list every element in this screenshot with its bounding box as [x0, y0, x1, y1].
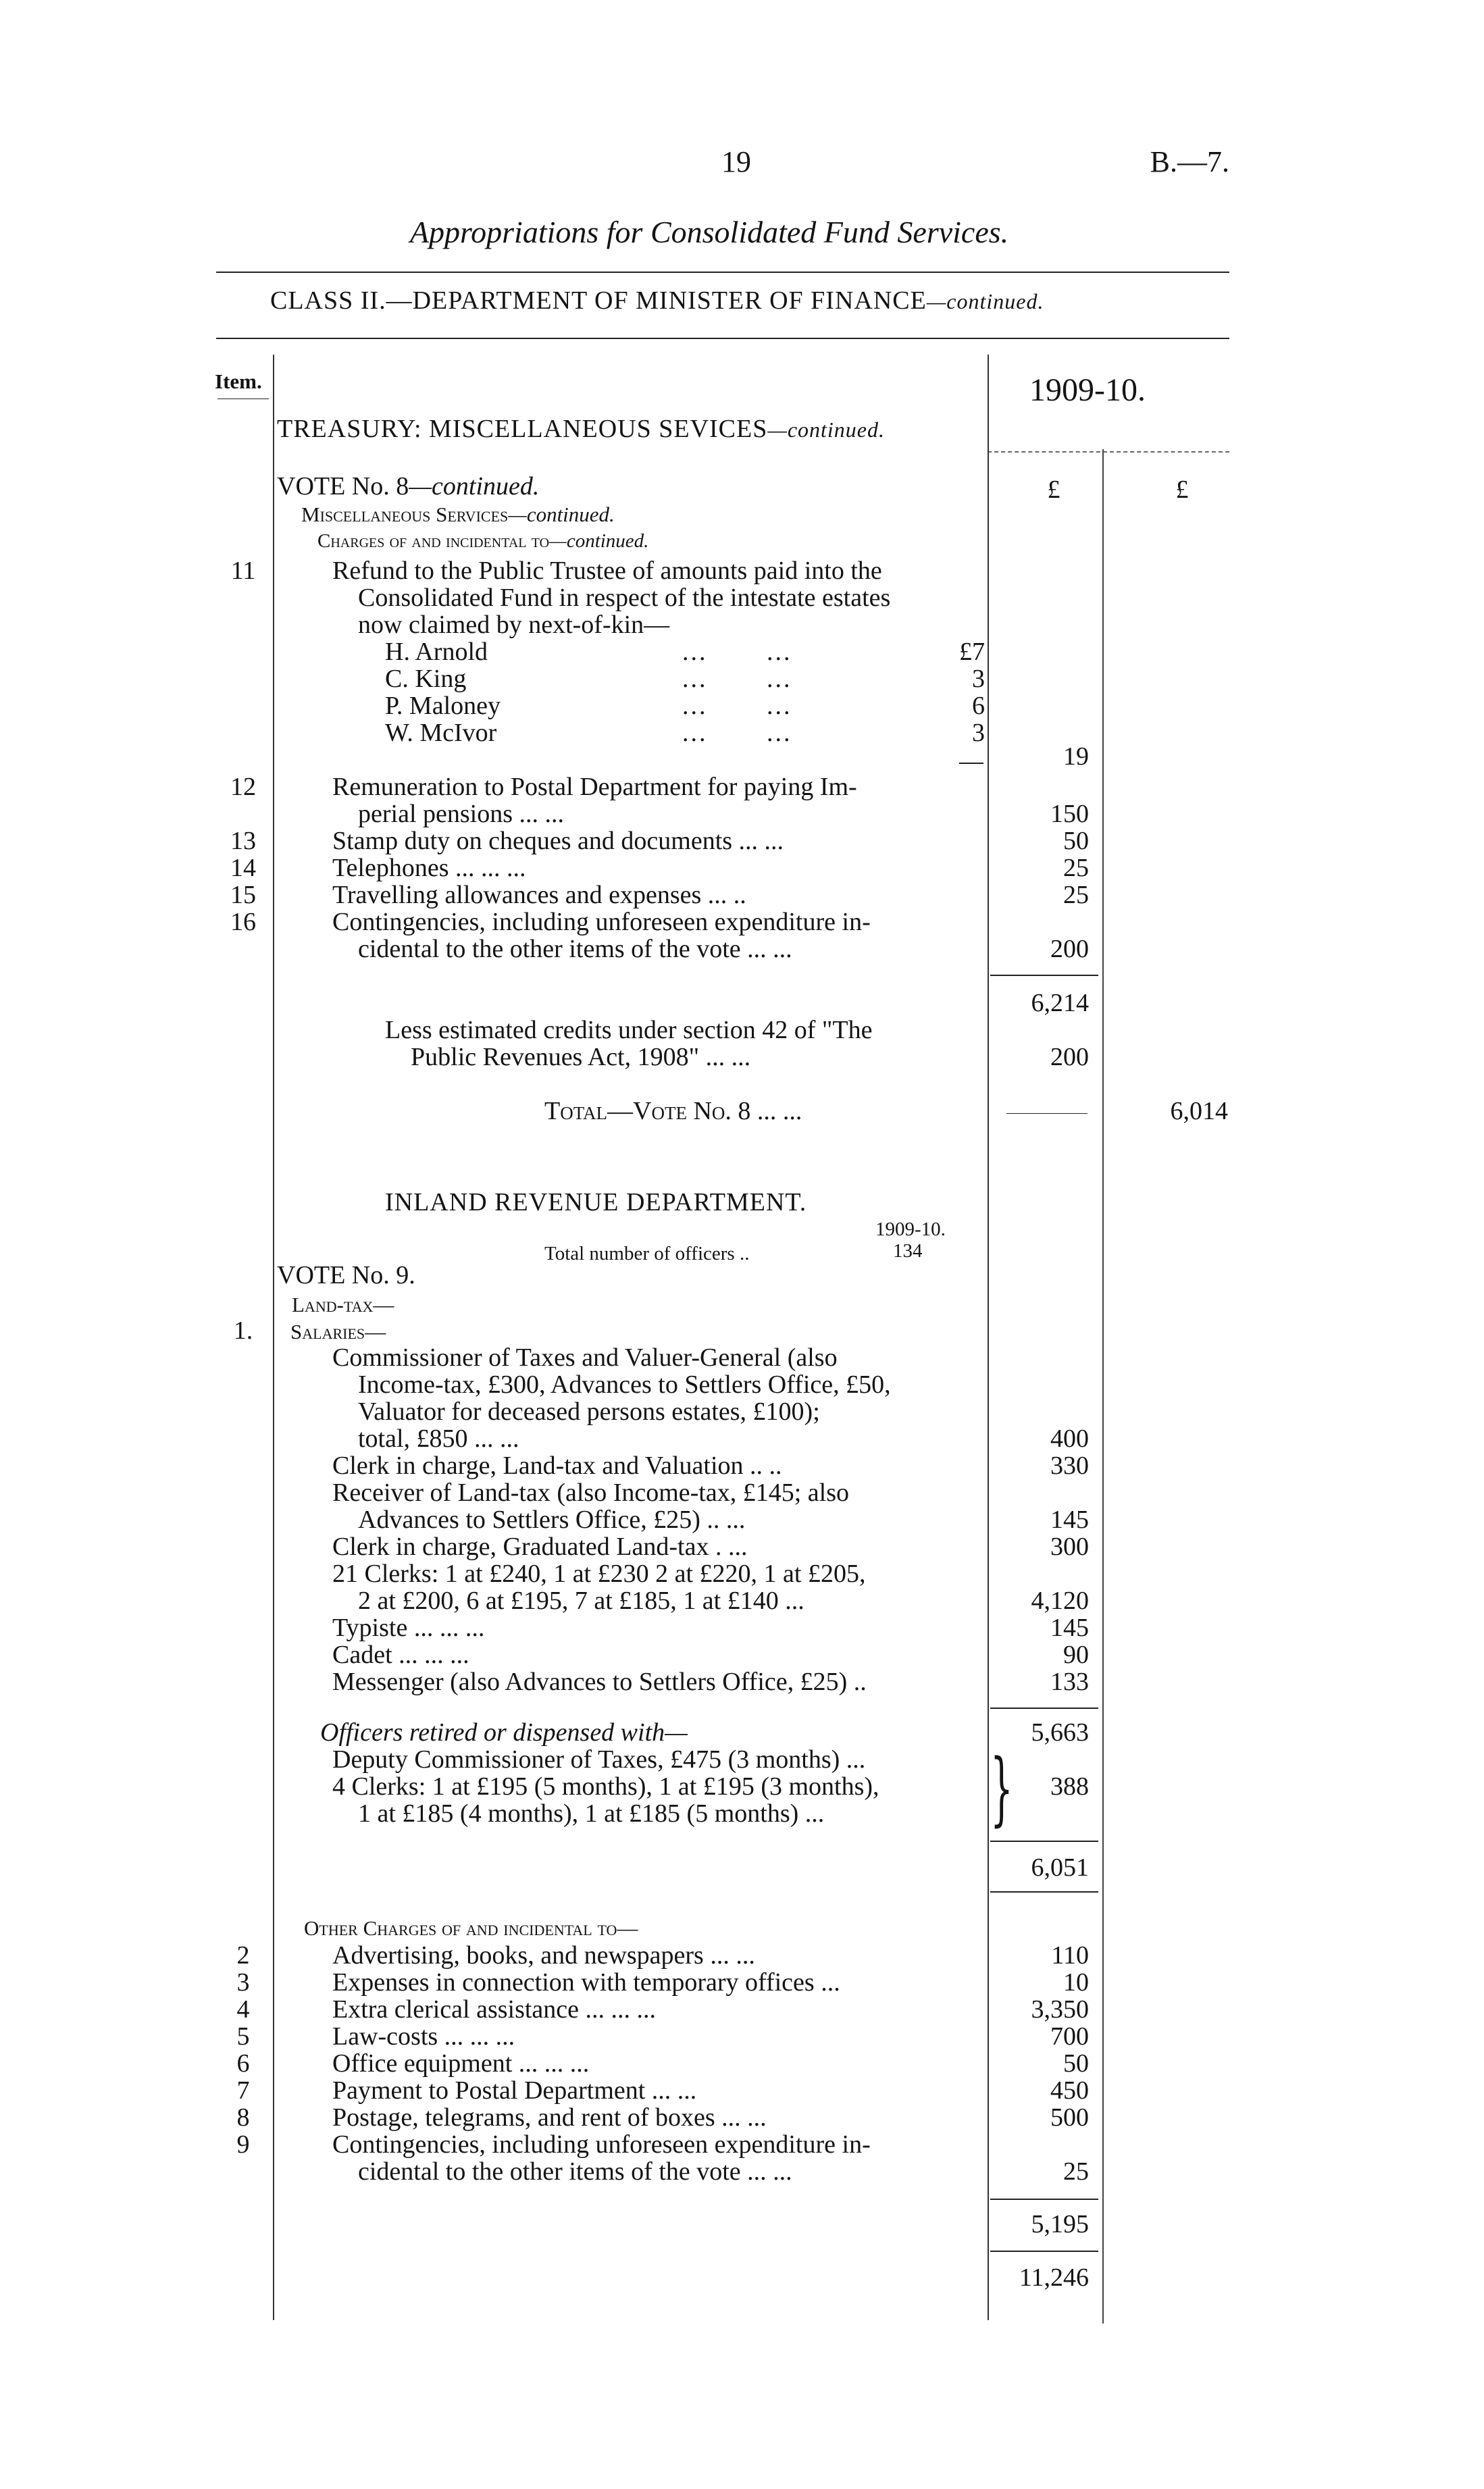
column-header-rule [216, 338, 1229, 339]
vote-8-heading: VOTE No. 8—continued. [277, 472, 540, 501]
other-charge-line: Contingencies, including unforeseen expenditure in- [332, 2130, 871, 2159]
misc-services-subheading: Miscellaneous Services—continued. [301, 503, 615, 526]
item-column-header: Item. [215, 369, 262, 393]
item-number: 4 [236, 1995, 250, 2024]
item-description-line: perial pensions ... ... [358, 800, 565, 828]
item-description-line: Travelling allowances and expenses ... .. [332, 881, 746, 909]
title-rule [216, 272, 1229, 273]
salary-line: Cadet ... ... ... [332, 1641, 469, 1669]
class-heading: CLASS II.—DEPARTMENT OF MINISTER OF FINANCE—continued. [270, 286, 1044, 315]
salary-amount: 133 [1050, 1668, 1089, 1696]
other-charge-line: cidental to the other items of the vote ... ... [358, 2157, 792, 2186]
item-number: 13 [230, 827, 256, 855]
total-dash-rule [1006, 1113, 1088, 1114]
subtotal-rule [990, 2199, 1098, 2200]
item-number: 11 [230, 557, 256, 585]
dot-leader: ... ... [682, 638, 792, 666]
year-header-dashed-rule [988, 451, 1229, 453]
salary-line: Commissioner of Taxes and Valuer-General (also [332, 1343, 838, 1372]
item-number: 3 [236, 1968, 250, 1997]
other-charge-amount: 500 [1050, 2103, 1089, 2132]
document-reference: B.—7. [1150, 145, 1229, 178]
item-number: 8 [236, 2103, 250, 2132]
salary-amount: 145 [1050, 1614, 1089, 1642]
subtotal-rule [990, 1708, 1098, 1709]
salary-amount: 330 [1050, 1452, 1089, 1480]
less-credits-line: Less estimated credits under section 42 of "The [385, 1016, 873, 1044]
kin-total: 19 [1063, 742, 1089, 771]
item-number: 14 [230, 854, 256, 882]
item-description-line: Consolidated Fund in respect of the intestate estates [358, 584, 891, 612]
other-charge-amount: 3,350 [1031, 1995, 1089, 2024]
retired-line: Deputy Commissioner of Taxes, £475 (3 months) ... [332, 1745, 866, 1774]
item-number: 6 [236, 2049, 250, 2078]
charges-subheading: Charges of and incidental to—continued. [317, 530, 649, 552]
salary-line: total, £850 ... ... [358, 1425, 519, 1453]
salary-line: Typiste ... ... ... [332, 1614, 485, 1642]
vote-9-heading: VOTE No. 9. [277, 1261, 415, 1289]
item-description-line: now claimed by next-of-kin— [358, 611, 670, 639]
item-number: 2 [236, 1941, 250, 1970]
officers-year: 1909-10. [875, 1218, 946, 1240]
item-amount: 200 [1050, 935, 1089, 963]
other-charge-amount: 450 [1050, 2076, 1089, 2105]
salary-line: Advances to Settlers Office, £25) .. ... [358, 1506, 746, 1534]
kin-sum-rule [959, 763, 983, 764]
item-description-line: Telephones ... ... ... [332, 854, 526, 882]
kin-amount: 3 [972, 719, 985, 747]
item-amount: 50 [1063, 827, 1089, 855]
salaries-heading: Salaries— [290, 1320, 386, 1343]
vote-8-subtotal: 6,214 [1031, 989, 1089, 1017]
brace-glyph: } [990, 1741, 1013, 1834]
item-description-line: Refund to the Public Trustee of amounts paid into the [332, 557, 882, 585]
item-amount: 25 [1063, 854, 1089, 882]
other-charge-amount: 25 [1063, 2157, 1089, 2186]
item-number: 15 [230, 881, 256, 909]
item-description-line: Contingencies, including unforeseen expenditure in- [332, 908, 871, 936]
other-charge-line: Payment to Postal Department ... ... [332, 2076, 697, 2105]
salary-line: 21 Clerks: 1 at £240, 1 at £230 2 at £220, 1 at £205, [332, 1560, 866, 1588]
kin-name: H. Arnold [385, 638, 488, 666]
dot-leader: ... ... [682, 719, 792, 747]
subtotal-rule [990, 2251, 1098, 2252]
subtotal-rule [990, 1891, 1098, 1893]
other-charge-amount: 50 [1063, 2049, 1089, 2078]
currency-symbol-1: £ [1047, 476, 1060, 504]
salary-amount: 145 [1050, 1506, 1089, 1534]
other-charges-subtotal: 5,195 [1031, 2210, 1089, 2238]
item-description-line: cidental to the other items of the vote ... ... [358, 935, 792, 963]
retired-officers-heading: Officers retired or dispensed with— [320, 1718, 688, 1747]
other-charge-line: Postage, telegrams, and rent of boxes ... ... [332, 2103, 767, 2132]
retired-line: 1 at £185 (4 months), 1 at £185 (5 months) ... [358, 1799, 825, 1828]
item-number: 12 [230, 773, 256, 801]
kin-name: P. Maloney [385, 692, 501, 720]
salary-line: Receiver of Land-tax (also Income-tax, £145; also [332, 1479, 849, 1507]
other-charge-line: Law-costs ... ... ... [332, 2022, 515, 2051]
subtotal-column-rule [1102, 449, 1104, 2324]
page-number: 19 [721, 145, 751, 178]
other-charges-heading: Other Charges of and incidental to— [304, 1916, 638, 1940]
item-description-line: Remuneration to Postal Department for paying Im- [332, 773, 857, 801]
treasury-heading: TREASURY: MISCELLANEOUS SEVICES—continued. [277, 415, 885, 443]
inland-revenue-heading: INLAND REVENUE DEPARTMENT. [385, 1188, 807, 1216]
salary-line: Clerk in charge, Graduated Land-tax . ... [332, 1533, 748, 1561]
retired-amount: 388 [1050, 1772, 1089, 1801]
salaries-total: 6,051 [1031, 1853, 1089, 1882]
kin-amount: £7 [959, 638, 985, 666]
salary-line: Clerk in charge, Land-tax and Valuation .. .. [332, 1452, 782, 1480]
salary-line: Messenger (also Advances to Settlers Office, £25) .. [332, 1668, 867, 1696]
subtotal-rule [990, 1841, 1098, 1842]
other-charge-line: Expenses in connection with temporary offices ... [332, 1968, 840, 1997]
currency-symbol-2: £ [1175, 476, 1189, 504]
vote-9-running-total: 11,246 [1019, 2263, 1089, 2292]
dot-leader: ... ... [682, 665, 792, 693]
other-charge-line: Advertising, books, and newspapers ... ... [332, 1941, 755, 1970]
salaries-subtotal: 5,663 [1031, 1718, 1089, 1747]
salary-line: Income-tax, £300, Advances to Settlers Office, £50, [358, 1370, 891, 1399]
item-column-rule [273, 355, 274, 2320]
salary-amount: 4,120 [1031, 1587, 1089, 1615]
item-number: 1. [233, 1316, 253, 1345]
page-title: Appropriations for Consolidated Fund Services. [409, 215, 1009, 249]
year-column-header: 1909-10. [1029, 372, 1146, 408]
item-number: 16 [230, 908, 256, 936]
item-amount: 25 [1063, 881, 1089, 909]
item-amount: 150 [1050, 800, 1089, 828]
other-charge-amount: 110 [1051, 1941, 1089, 1970]
vote-8-total: 6,014 [1170, 1097, 1228, 1125]
other-charge-line: Extra clerical assistance ... ... ... [332, 1995, 657, 2024]
officers-count: 134 [893, 1240, 923, 1262]
item-number: 9 [236, 2130, 250, 2159]
other-charge-amount: 10 [1063, 1968, 1089, 1997]
land-tax-heading: Land-tax— [292, 1293, 394, 1316]
salary-line: 2 at £200, 6 at £195, 7 at £185, 1 at £140 ... [358, 1587, 804, 1615]
less-credits-amount: 200 [1050, 1043, 1089, 1071]
salary-amount: 400 [1050, 1425, 1089, 1453]
vote-8-total-label: Total—Vote No. 8 ... ... [544, 1097, 802, 1125]
retired-line: 4 Clerks: 1 at £195 (5 months), 1 at £195 (3 months), [332, 1772, 879, 1801]
salary-amount: 90 [1063, 1641, 1089, 1669]
kin-amount: 3 [972, 665, 985, 693]
subtotal-rule [990, 975, 1098, 976]
officers-label: Total number of officers .. [544, 1243, 750, 1264]
item-description-line: Stamp duty on cheques and documents ... ... [332, 827, 784, 855]
salary-amount: 300 [1050, 1533, 1089, 1561]
dot-leader: ... ... [682, 692, 792, 720]
kin-amount: 6 [972, 692, 985, 720]
amount-column-rule [988, 355, 989, 2320]
kin-name: W. McIvor [385, 719, 497, 747]
item-number: 5 [236, 2022, 250, 2051]
kin-name: C. King [385, 665, 467, 693]
salary-line: Valuator for deceased persons estates, £100); [358, 1397, 820, 1426]
other-charge-amount: 700 [1050, 2022, 1089, 2051]
less-credits-line: Public Revenues Act, 1908" ... ... [411, 1043, 751, 1071]
item-number: 7 [236, 2076, 250, 2105]
other-charge-line: Office equipment ... ... ... [332, 2049, 590, 2078]
